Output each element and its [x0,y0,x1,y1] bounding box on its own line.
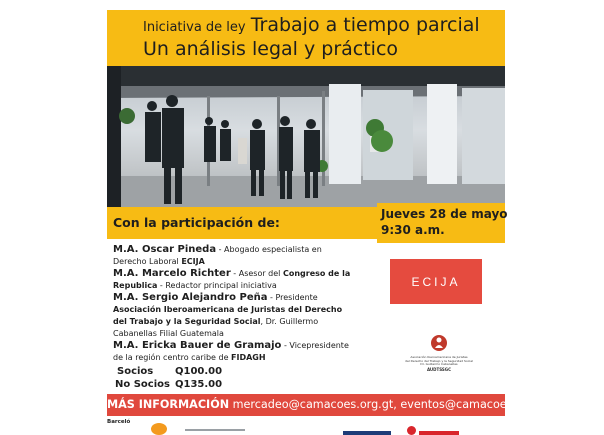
contact-emails[interactable]: mercadeo@camacoes.org.gt, eventos@camacoes.org.gt [229,398,550,411]
event-datetime [377,203,508,243]
contact-text [107,398,549,411]
sponsor-logo-gray [185,429,245,431]
audi-short: AUDTSSGC [426,366,452,372]
speaker-name: M.A. Oscar Pineda [113,244,217,255]
office-photo [107,66,505,208]
sponsor-logo-blue [343,431,391,435]
audi-line2: del Derecho del Trabajo y la Seguridad Social [405,358,473,363]
speaker-item [113,268,353,292]
speaker-item [113,292,353,340]
speaker-list [113,244,353,364]
speaker-description: - Presidente [267,293,318,302]
subtitle: Un análisis legal y práctico [143,38,399,60]
speaker-organization: ECIJA [181,257,205,266]
speaker-role: , Dr. Guillermo Cabanellas Filial Guatemala [113,317,319,338]
participation-label: Con la participación de: [113,215,280,230]
audi-logo [399,334,479,372]
speaker-organization: Asociación Iberoamericana de Juristas del Derecho del Trabajo y la Seguridad Social [113,305,343,326]
speaker-name: M.A. Sergio Alejandro Peña [113,292,268,303]
speaker-name: M.A. Marcelo Richter [113,268,231,279]
audi-line1: Asociación Iberoamericana de Juristas [410,355,468,359]
event-date: Jueves 28 de mayo [381,207,508,221]
ecija-logo: ECIJA [390,259,482,304]
speaker-organization: FIDAGH [231,353,266,362]
barcelo-logo: Barceló [107,419,131,425]
speaker-organization: Congreso de la Republica [113,269,351,290]
sponsor-logo-red-bar [419,431,459,435]
price-row [115,379,222,392]
price-label: No Socios [115,379,170,390]
price-row [115,366,222,379]
price-label: Socios [117,366,154,377]
audi-emblem-icon [430,334,448,352]
sponsor-logo-orange [151,423,167,435]
price-table [115,366,222,392]
contact-label: MÁS INFORMACIÓN [107,398,230,411]
title-banner [107,10,505,66]
office-photo-illustration [107,66,505,208]
title-line [143,14,480,36]
event-time: 9:30 a.m. [381,223,445,237]
speaker-description: - Vicepresidente de la región centro caribe de [113,341,349,362]
speaker-description: - Abogado especialista en Derecho Laboral [113,245,322,266]
price-value: Q100.00 [175,366,223,377]
event-flyer [107,10,550,425]
speaker-role: - Redactor principal iniciativa [157,281,277,290]
title-prefix: Iniciativa de ley [143,20,246,35]
title-main: Trabajo a tiempo parcial [250,14,480,36]
sponsor-strip [107,417,505,435]
speaker-name: M.A. Ericka Bauer de Gramajo [113,340,282,351]
speaker-description: - Asesor del [230,269,283,278]
price-value: Q135.00 [175,379,223,390]
contact-bar [107,394,550,416]
sponsor-logo-red [407,426,416,435]
speaker-item [113,244,353,268]
speaker-item [113,340,353,364]
audi-line3: Dr. Guillermo Cabanellas [420,362,458,367]
